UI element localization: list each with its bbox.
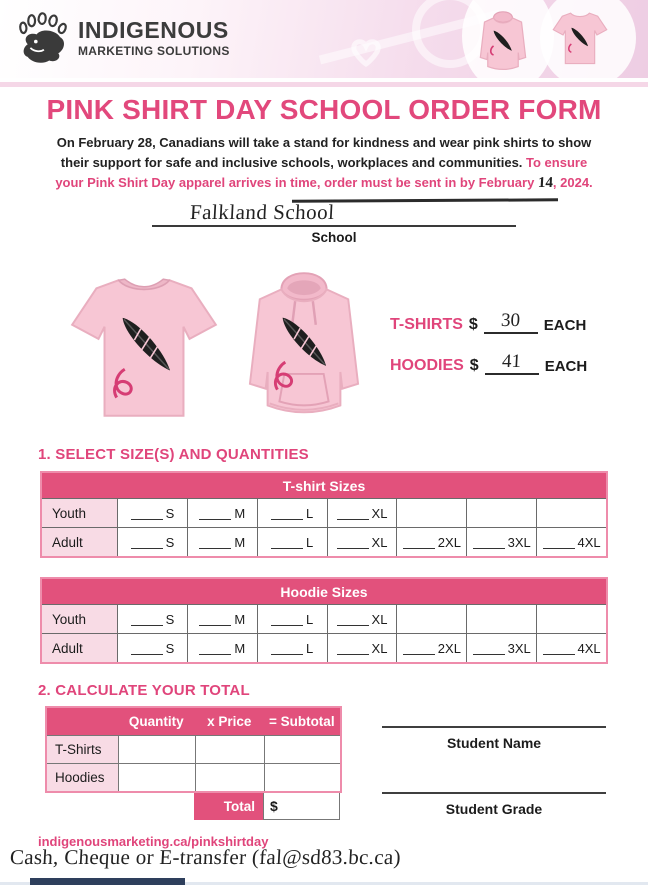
row-label: Youth bbox=[42, 605, 117, 633]
quantity-blank bbox=[337, 642, 369, 655]
quantity-blank bbox=[337, 536, 369, 549]
student-grade-line bbox=[382, 792, 606, 794]
size-label: L bbox=[306, 534, 314, 550]
size-label: M bbox=[234, 534, 246, 550]
empty-cell bbox=[195, 764, 264, 791]
school-name-handwritten: Falkland School bbox=[189, 200, 336, 224]
hoodie-thumbnail-icon bbox=[472, 4, 534, 76]
quantity-blank bbox=[473, 642, 505, 655]
size-label: 2XL bbox=[437, 640, 461, 656]
size-label: S bbox=[165, 611, 175, 627]
tshirt-currency: $ bbox=[468, 316, 478, 333]
size-label: XL bbox=[371, 505, 388, 521]
empty-cell bbox=[536, 605, 606, 633]
size-label: 3XL bbox=[507, 534, 531, 550]
size-label: XL bbox=[371, 611, 388, 627]
quantity-blank bbox=[271, 613, 303, 626]
tshirt-price-label: T-SHIRTS bbox=[390, 316, 463, 333]
page-title: PINK SHIRT DAY SCHOOL ORDER FORM bbox=[46, 94, 602, 125]
size-label: 2XL bbox=[437, 534, 461, 550]
row-label: Adult bbox=[42, 528, 117, 556]
size-cell bbox=[466, 528, 536, 556]
table-row bbox=[42, 604, 606, 633]
intro-emphasis-end: , 2024. bbox=[552, 175, 593, 190]
size-label: 3XL bbox=[507, 640, 531, 656]
hoodie-price-handwritten: 41 bbox=[501, 351, 522, 372]
size-label: S bbox=[165, 640, 175, 656]
school-field-label: School bbox=[311, 230, 357, 245]
quantity-blank bbox=[473, 536, 505, 549]
tshirt-sizes-table bbox=[40, 471, 608, 558]
size-cell bbox=[257, 605, 327, 633]
student-grade-label: Student Grade bbox=[445, 801, 543, 817]
empty-cell bbox=[118, 736, 195, 763]
size-label: S bbox=[165, 505, 175, 521]
size-cell bbox=[327, 528, 397, 556]
row-label: Adult bbox=[42, 634, 117, 662]
table-row bbox=[42, 527, 606, 556]
size-cell bbox=[466, 634, 536, 662]
size-cell bbox=[257, 528, 327, 556]
hoodie-price-label: HOODIES bbox=[390, 357, 464, 374]
size-cell bbox=[117, 605, 187, 633]
bear-paw-icon bbox=[16, 8, 70, 68]
size-cell bbox=[396, 528, 466, 556]
size-cell bbox=[187, 528, 257, 556]
size-label: S bbox=[165, 534, 175, 550]
size-cell bbox=[117, 499, 187, 527]
table-row bbox=[47, 763, 340, 791]
size-label: L bbox=[306, 640, 314, 656]
empty-cell bbox=[396, 605, 466, 633]
size-cell bbox=[117, 634, 187, 662]
size-cell bbox=[327, 634, 397, 662]
quantity-blank bbox=[131, 507, 163, 520]
quantity-blank bbox=[403, 642, 435, 655]
calc-header-subtotal: = Subtotal bbox=[268, 714, 335, 729]
hoodie-price-row bbox=[390, 351, 587, 375]
quantity-blank bbox=[131, 613, 163, 626]
size-cell bbox=[536, 634, 606, 662]
empty-cell bbox=[264, 736, 340, 763]
calculate-total-table bbox=[45, 706, 342, 820]
section2-heading: 2. CALCULATE YOUR TOTAL bbox=[38, 682, 250, 699]
tshirt-thumbnail-icon bbox=[548, 6, 612, 70]
deadline-date-handwritten: 14 bbox=[537, 175, 554, 191]
size-cell bbox=[396, 634, 466, 662]
calc-header-empty bbox=[47, 708, 118, 735]
size-cell bbox=[257, 634, 327, 662]
quantity-blank bbox=[271, 536, 303, 549]
tshirt-each-label: EACH bbox=[543, 317, 587, 334]
empty-cell bbox=[466, 499, 536, 527]
intro-emphasis: To ensure your Pink Shirt Day apparel arrives in time, order must be sent in by February bbox=[55, 154, 588, 190]
size-label: 4XL bbox=[577, 640, 601, 656]
quantity-blank bbox=[199, 613, 231, 626]
calc-header-row bbox=[47, 708, 340, 735]
size-label: L bbox=[306, 505, 314, 521]
size-label: 4XL bbox=[577, 534, 601, 550]
table-row bbox=[47, 735, 340, 763]
size-label: L bbox=[306, 611, 314, 627]
calc-row-tshirts-label: T-Shirts bbox=[47, 736, 118, 763]
tshirt-product-image bbox=[58, 266, 230, 428]
size-cell bbox=[187, 634, 257, 662]
table-row bbox=[42, 498, 606, 527]
quantity-blank bbox=[543, 642, 575, 655]
size-label: M bbox=[234, 505, 246, 521]
empty-cell bbox=[118, 764, 195, 791]
section1-heading: 1. SELECT SIZE(S) AND QUANTITIES bbox=[38, 446, 309, 463]
size-label: XL bbox=[371, 534, 388, 550]
quantity-blank bbox=[271, 507, 303, 520]
total-row bbox=[45, 793, 342, 820]
hoodie-currency: $ bbox=[469, 357, 479, 374]
hoodie-sizes-table-title: Hoodie Sizes bbox=[42, 579, 606, 604]
quantity-blank bbox=[403, 536, 435, 549]
size-cell bbox=[257, 499, 327, 527]
quantity-blank bbox=[337, 613, 369, 626]
calc-row-hoodies-label: Hoodies bbox=[47, 764, 118, 791]
calc-header-price: x Price bbox=[207, 714, 252, 729]
student-name-label: Student Name bbox=[446, 735, 542, 751]
tshirt-price-row bbox=[390, 310, 586, 334]
logo-text-line1: INDIGENOUS bbox=[78, 17, 229, 43]
school-field-line bbox=[152, 225, 516, 227]
banner-bottom-strip bbox=[0, 82, 648, 87]
size-label: XL bbox=[371, 640, 388, 656]
logo-text-line2: MARKETING SOLUTIONS bbox=[78, 44, 230, 58]
website-url: indigenousmarketing.ca/pinkshirtday bbox=[38, 834, 269, 849]
empty-cell bbox=[396, 499, 466, 527]
quantity-blank bbox=[199, 536, 231, 549]
quantity-blank bbox=[543, 536, 575, 549]
empty-cell bbox=[536, 499, 606, 527]
student-name-line bbox=[382, 726, 606, 728]
intro-text: On February 28, Canadians will take a stand for kindness and wear pink shirts to show their support for safe and inclusive schools, workplaces and communities. bbox=[56, 135, 592, 170]
size-cell bbox=[327, 499, 397, 527]
hoodie-price-blank bbox=[485, 351, 539, 375]
payment-note-handwritten: Cash, Cheque or E-transfer (fal@sd83.bc.ca) bbox=[9, 845, 402, 869]
empty-cell bbox=[195, 736, 264, 763]
intro-paragraph bbox=[54, 133, 594, 195]
tshirt-price-handwritten: 30 bbox=[500, 310, 521, 331]
size-label: M bbox=[234, 611, 246, 627]
company-logo bbox=[16, 8, 230, 68]
row-label: Youth bbox=[42, 499, 117, 527]
tshirt-sizes-table-title: T-shirt Sizes bbox=[42, 473, 606, 498]
quantity-blank bbox=[131, 642, 163, 655]
quantity-blank bbox=[337, 507, 369, 520]
table-row bbox=[42, 633, 606, 662]
size-label: M bbox=[234, 640, 246, 656]
size-cell bbox=[187, 605, 257, 633]
scan-artifact-bar bbox=[30, 878, 185, 885]
quantity-blank bbox=[199, 507, 231, 520]
tshirt-price-blank bbox=[484, 310, 538, 334]
empty-cell bbox=[466, 605, 536, 633]
empty-cell bbox=[264, 764, 340, 791]
calc-header-quantity: Quantity bbox=[128, 714, 184, 729]
quantity-blank bbox=[131, 536, 163, 549]
total-amount-cell: $ bbox=[263, 793, 340, 820]
size-cell bbox=[187, 499, 257, 527]
size-cell bbox=[536, 528, 606, 556]
hoodie-each-label: EACH bbox=[544, 358, 588, 375]
hoodie-sizes-table bbox=[40, 577, 608, 664]
size-cell bbox=[117, 528, 187, 556]
hoodie-product-image bbox=[228, 256, 380, 428]
quantity-blank bbox=[271, 642, 303, 655]
quantity-blank bbox=[199, 642, 231, 655]
header-banner bbox=[0, 0, 648, 78]
total-label-cell: Total bbox=[194, 793, 263, 820]
size-cell bbox=[327, 605, 397, 633]
